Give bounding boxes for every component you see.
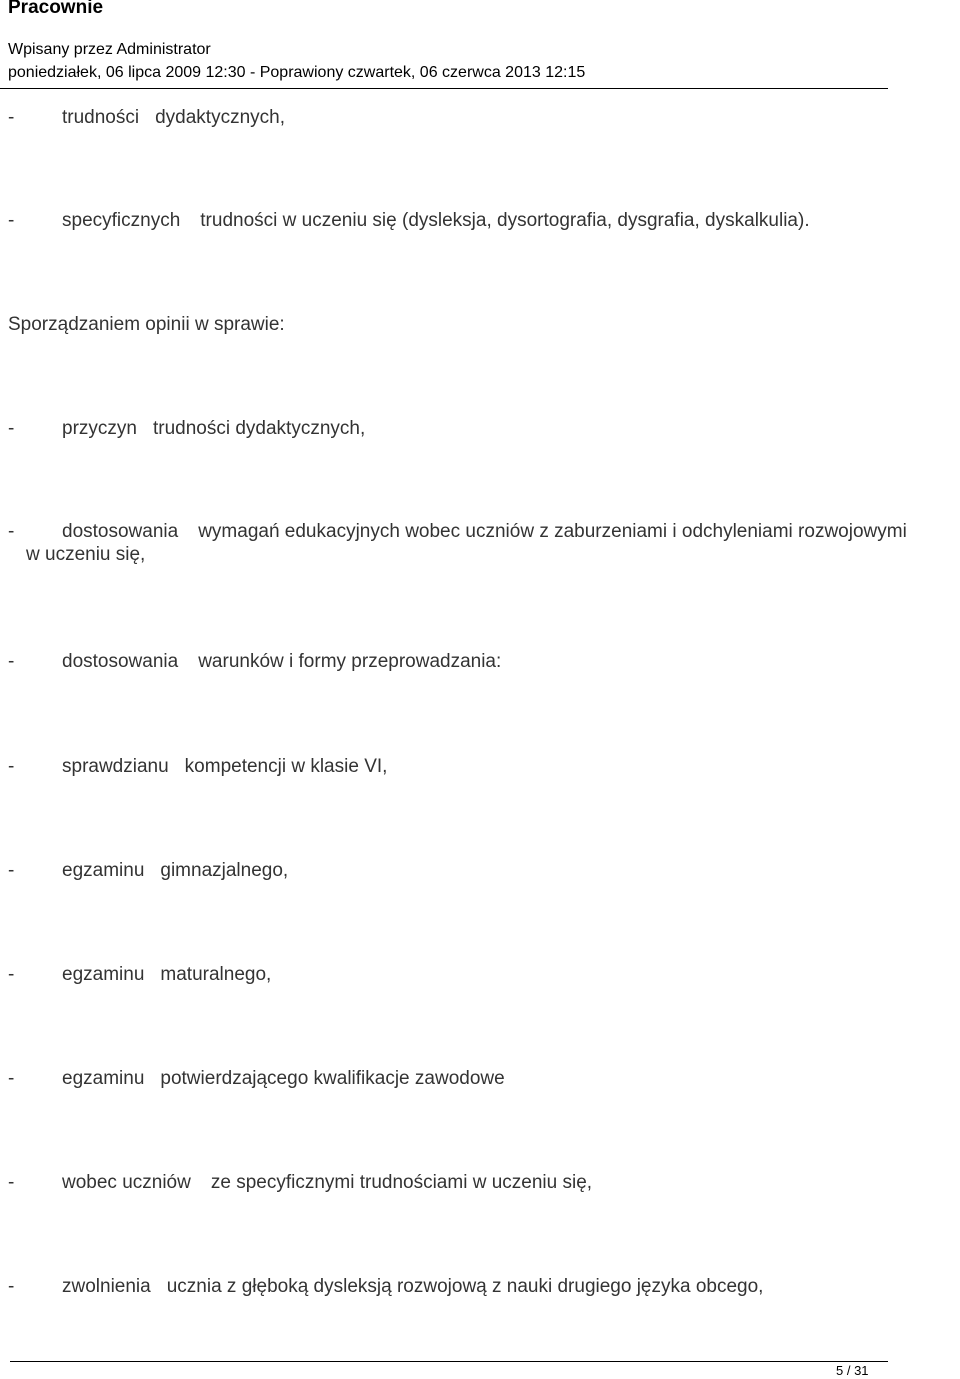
list-item-term: egzaminu [62,860,145,881]
list-dash: - [8,756,15,777]
list-dash: - [8,1068,15,1089]
section-heading: Sporządzaniem opinii w sprawie: [8,314,285,335]
header-divider [0,88,888,89]
list-item-term: dostosowania [62,651,179,672]
page-number: 5 / 31 [836,1363,869,1378]
list-item [8,964,271,986]
list-item-term: sprawdzianu [62,756,169,777]
list-dash: - [8,107,15,128]
list-item-text: trudności dydaktycznych, [152,418,366,439]
list-dash: - [8,964,15,985]
list-item [8,756,387,778]
list-dash: - [8,521,15,542]
list-item-text: maturalnego, [160,964,272,985]
date-line: poniedziałek, 06 lipca 2009 12:30 - Poprawiony czwartek, 06 czerwca 2013 12:15 [8,64,586,81]
list-dash: - [8,860,15,881]
list-item-term: wobec uczniów [62,1172,191,1193]
list-item-term: egzaminu [62,1068,145,1089]
list-item-text: warunków i formy przeprowadzania: [198,651,502,672]
list-item [8,418,365,440]
list-item-text: ze specyficznymi trudnościami w uczeniu się, [210,1172,593,1193]
list-item-term: przyczyn [62,418,137,439]
list-item-term: trudności [62,107,140,128]
list-dash: - [8,651,15,672]
list-item-text: potwierdzającego kwalifikacje zawodowe [160,1068,505,1089]
list-item [8,651,501,673]
list-item-text: kompetencji w klasie VI, [184,756,388,777]
list-item-continuation: w uczeniu się, [26,544,146,565]
list-item-text: dydaktycznych, [155,107,286,128]
list-item-term: zwolnienia [62,1276,151,1297]
list-item [8,210,810,232]
page-title: Pracownie [8,0,104,18]
list-item-text: ucznia z głęboką dysleksją rozwojową z nauki drugiego języka obcego, [166,1276,764,1297]
list-item [8,1068,505,1090]
list-dash: - [8,1276,15,1297]
list-item-text: trudności w uczeniu się (dysleksja, dysortografia, dysgrafia, dyskalkulia). [200,210,810,231]
list-item [8,1276,763,1298]
list-item [8,521,907,543]
list-dash: - [8,210,15,231]
list-item-term: specyficznych [62,210,181,231]
footer-divider [10,1361,888,1362]
author-line: Wpisany przez Administrator [8,41,211,58]
list-item [8,1172,592,1194]
list-dash: - [8,418,15,439]
list-item-text: gimnazjalnego, [160,860,289,881]
list-item [8,860,288,882]
list-item-text: wymagań edukacyjnych wobec uczniów z zaburzeniami i odchyleniami rozwojowymi [198,521,907,542]
list-item-term: dostosowania [62,521,179,542]
list-item-term: egzaminu [62,964,145,985]
list-dash: - [8,1172,15,1193]
list-item [8,107,285,129]
